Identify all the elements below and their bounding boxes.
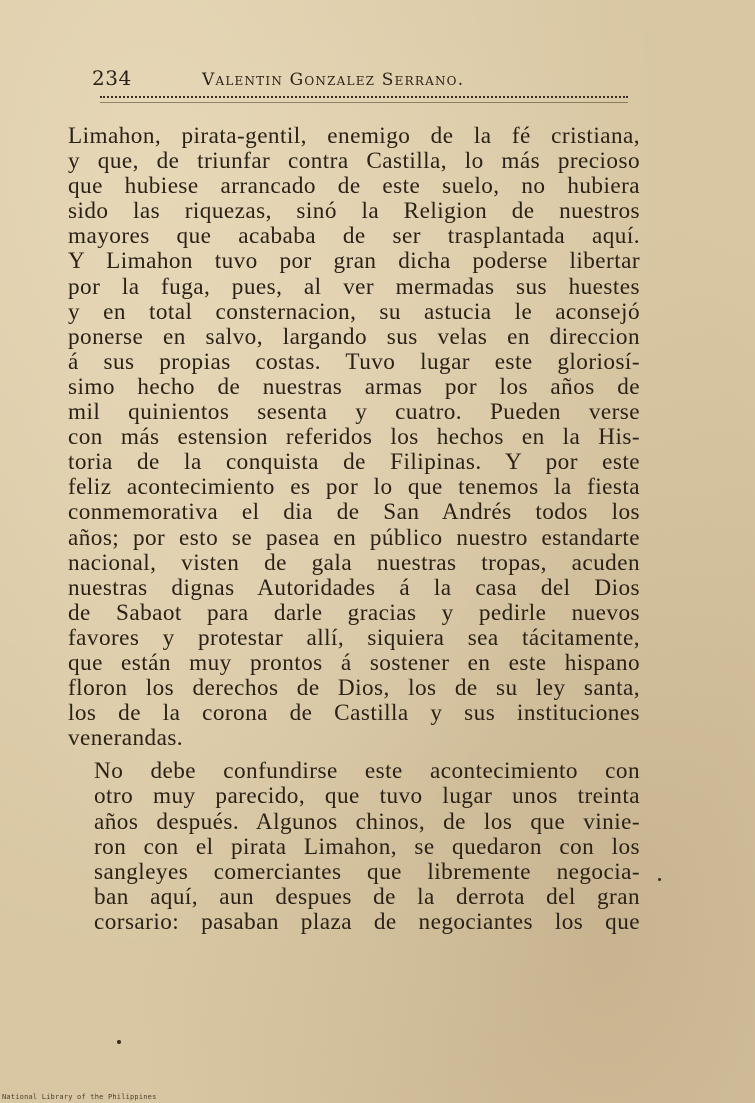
text-line: ron con el pirata Limahon, se quedaron con los — [94, 833, 640, 860]
text-line: y que, de triunfar contra Castilla, lo más precioso — [68, 148, 640, 175]
text-line: nacional, visten de gala nuestras tropas, acuden — [68, 549, 640, 576]
body-text — [68, 124, 640, 935]
paper-speck — [117, 1040, 121, 1044]
text-line: mayores que acababa de ser trasplantada aquí. — [68, 223, 640, 250]
text-line: floron los derechos de Dios, los de su ley santa, — [68, 675, 640, 702]
paper-speck — [658, 878, 661, 881]
text-line: corsario: pasaban plaza de negociantes los que — [94, 908, 640, 935]
text-line: Y Limahon tuvo por gran dicha poderse libertar — [68, 248, 640, 275]
text-line: otro muy parecido, que tuvo lugar unos treinta — [94, 783, 640, 810]
text-line: venerandas. — [68, 725, 184, 752]
text-line: á sus propias costas. Tuvo lugar este gloriosí- — [68, 348, 640, 375]
text-line: No debe confundirse este acontecimiento con — [94, 758, 640, 785]
text-line: Limahon, pirata-gentil, enemigo de la fé cristiana, — [68, 123, 640, 149]
paragraph-2 — [68, 759, 640, 935]
page-number: 234 — [92, 66, 132, 90]
text-line: nuestras dignas Autoridades á la casa del Dios — [68, 574, 640, 601]
text-line: favores y protestar allí, siquiera sea tácitamente, — [68, 624, 640, 651]
text-line: sangleyes comerciantes que libremente negocia- — [94, 858, 640, 885]
text-line: ban aquí, aun despues de la derrota del gran — [94, 883, 640, 910]
text-line: que están muy prontos á sostener en este hispano — [68, 649, 640, 676]
text-line: ponerse en salvo, largando sus velas en direccion — [68, 323, 640, 350]
text-line: de Sabaot para darle gracias y pedirle nuevos — [68, 599, 640, 626]
library-credit: National Library of the Philippines — [2, 1093, 157, 1101]
text-line: simo hecho de nuestras armas por los años de — [68, 373, 640, 400]
text-line: y en total consternacion, su astucia le aconsejó — [68, 298, 640, 325]
text-line: toria de la conquista de Filipinas. Y por este — [68, 449, 640, 476]
header-rule — [100, 96, 628, 103]
text-line: los de la corona de Castilla y sus instituciones — [68, 700, 640, 727]
page-header — [92, 66, 632, 92]
text-line: mil quinientos sesenta y cuatro. Pueden verse — [68, 399, 640, 426]
text-line: años; por esto se pasea en público nuestro estandarte — [68, 524, 640, 551]
text-line: feliz acontecimiento es por lo que tenemos la fiesta — [68, 474, 640, 501]
text-line: que hubiese arrancado de este suelo, no hubiera — [68, 173, 640, 200]
text-line: sido las riquezas, sinó la Religion de nuestros — [68, 198, 640, 225]
text-line: con más estension referidos los hechos en la His- — [68, 424, 640, 451]
text-line: conmemorativa el dia de San Andrés todos los — [68, 499, 640, 526]
text-line: por la fuga, pues, al ver mermadas sus huestes — [68, 273, 640, 300]
paragraph-1 — [68, 124, 640, 751]
running-head: Valentin Gonzalez Serrano. — [202, 70, 465, 90]
text-line: años después. Algunos chinos, de los que vinie- — [94, 808, 640, 835]
